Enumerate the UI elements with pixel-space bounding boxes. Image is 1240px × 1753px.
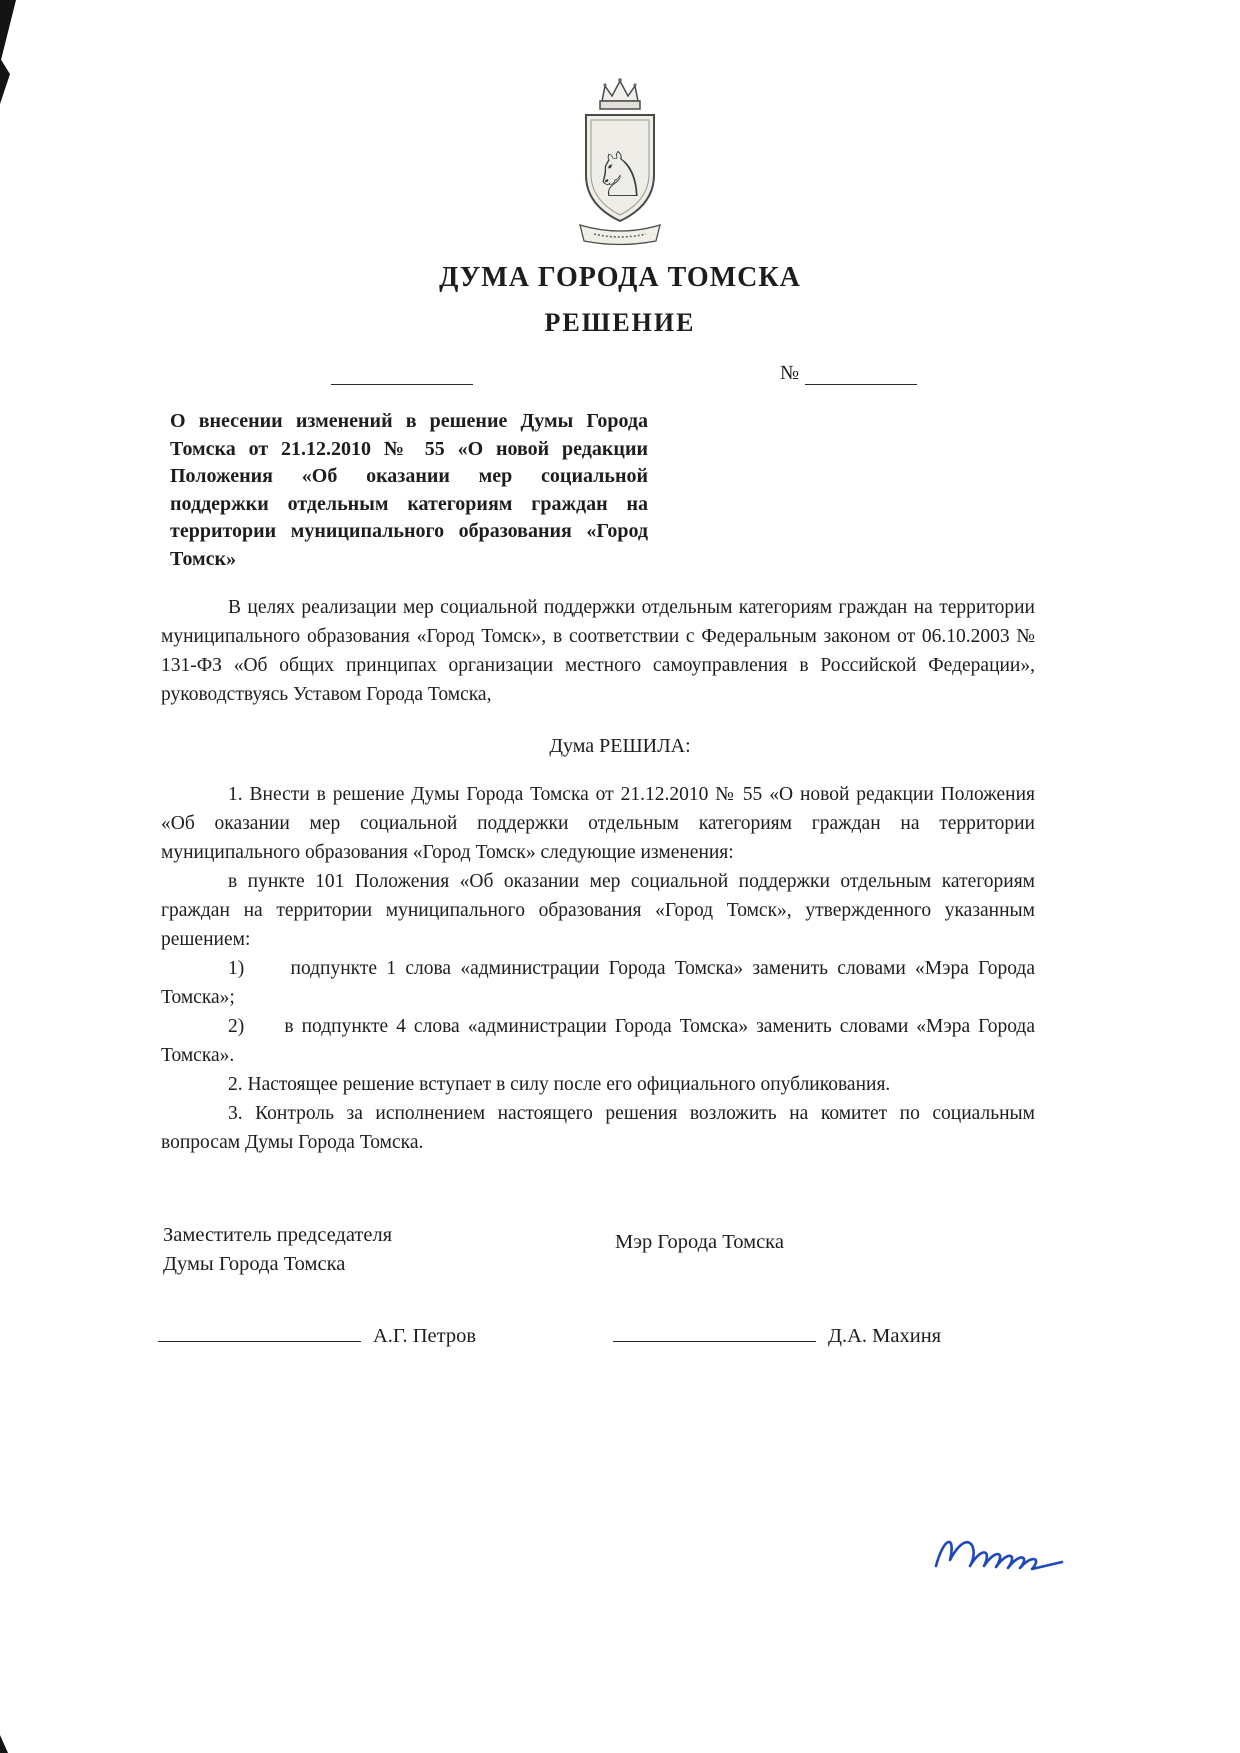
- subparagraph-1: 1) подпункте 1 слова «администрации Города Томска» заменить словами «Мэра Города Томска»;: [161, 958, 1035, 1008]
- paragraph-4: 3. Контроль за исполнением настоящего решения возложить на комитет по социальным вопросам Думы Города Томска.: [161, 1103, 1035, 1153]
- date-blank-line: [331, 384, 473, 385]
- number-label: №: [780, 362, 800, 384]
- left-signer-role-line2: Думы Города Томска: [163, 1253, 346, 1275]
- right-signer-name: Д.А. Махиня: [828, 1325, 942, 1347]
- left-signer-name: А.Г. Петров: [373, 1325, 477, 1347]
- left-signature-line: [158, 1337, 361, 1342]
- preamble-paragraph: В целях реализации мер социальной поддержки отдельным категориям граждан на территории муниципального образования «Город Томск», в соответствии с Федеральным законом от 06.10.2003 № 131-ФЗ «Об общих принципах организации местного самоуправления в Российской Федерации», руководствуясь Уставом Города Томска,: [161, 597, 1035, 705]
- resolution-heading: Дума РЕШИЛА:: [549, 735, 691, 757]
- ribbon-icon: [580, 225, 660, 245]
- right-signer-role: Мэр Города Томска: [615, 1231, 784, 1253]
- horse-icon: ♘: [592, 138, 648, 211]
- paragraph-3: 2. Настоящее решение вступает в силу после его официального опубликования.: [228, 1074, 891, 1095]
- left-signer-role: [163, 1221, 615, 1279]
- left-signature-block: [158, 1325, 613, 1348]
- signature-roles-row: [0, 1221, 1240, 1279]
- number-row: [0, 360, 1240, 394]
- paragraph-2: в пункте 101 Положения «Об оказании мер социальной поддержки отдельным категориям граждан на территории муниципального образования «Город Томск», утвержденного указанным решением:: [161, 871, 1035, 950]
- right-signature-line: [613, 1337, 816, 1342]
- org-name: ДУМА ГОРОДА ТОМСКА: [439, 262, 801, 293]
- scan-artifact: [0, 1735, 8, 1753]
- paragraph-1: 1. Внести в решение Думы Города Томска от 21.12.2010 № 55 «О новой редакции Положения «Об оказании мер социальной поддержки отдельным категориям граждан на территории муниципального образования «Город Томск» следующие изменения:: [161, 784, 1035, 863]
- doc-title: О внесении изменений в решение Думы Города Томска от 21.12.2010 № 55 «О новой редакции Положения «Об оказании мер социальной поддержки отдельным категориям граждан на территории муниципального образования «Город Томск»: [170, 410, 648, 570]
- subparagraph-2: 2) в подпункте 4 слова «администрации Города Томска» заменить словами «Мэра Города Томска».: [161, 1016, 1035, 1066]
- number-block: [780, 362, 917, 385]
- right-signature-block: [613, 1325, 941, 1348]
- crown-icon: [600, 78, 640, 109]
- left-signer-role-line1: Заместитель председателя: [163, 1224, 393, 1246]
- number-blank-line: [805, 365, 917, 385]
- doc-type-heading: РЕШЕНИЕ: [544, 308, 696, 337]
- handwritten-signature: [930, 1520, 1070, 1580]
- signature-lines-row: [0, 1325, 1240, 1348]
- scan-artifact: [0, 58, 10, 104]
- scan-artifact: [0, 0, 16, 64]
- tomsk-coat-of-arms-icon: [572, 74, 668, 246]
